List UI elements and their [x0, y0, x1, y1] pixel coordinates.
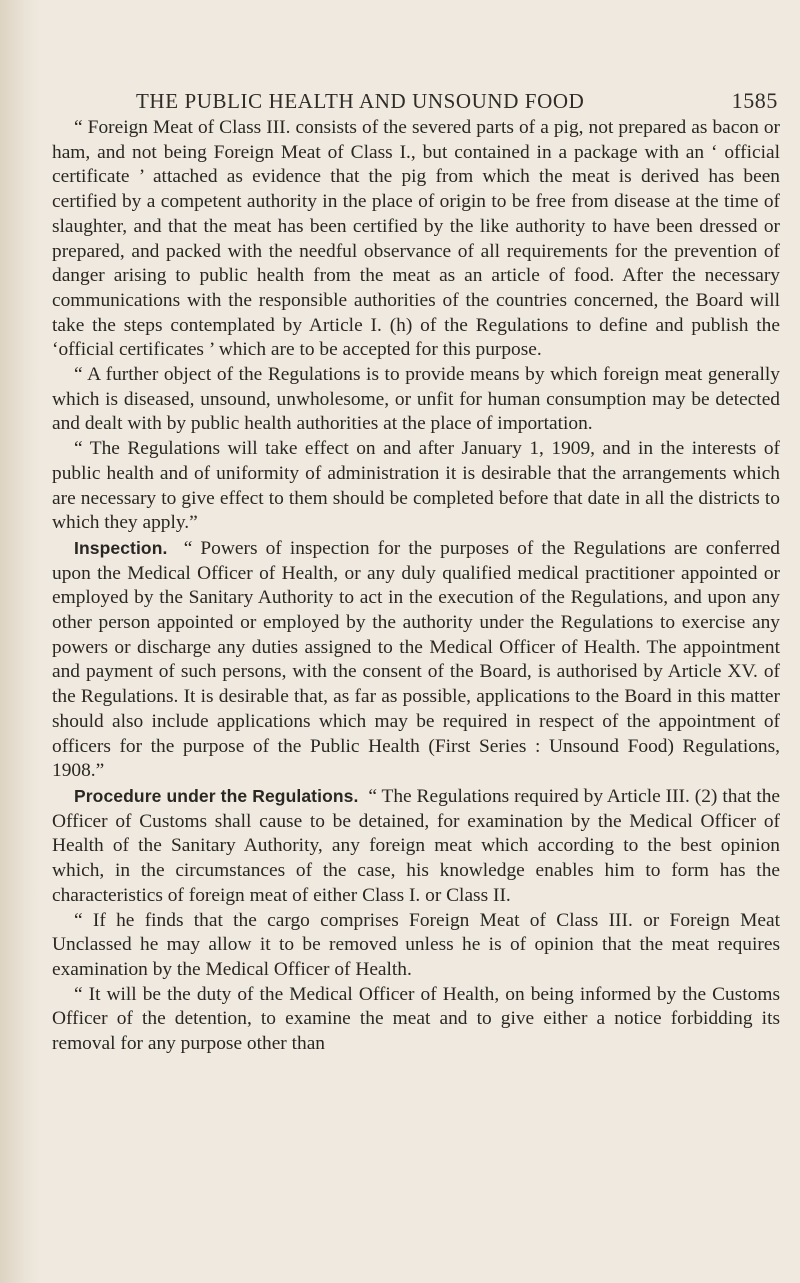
paragraph-class-iii-cargo: [52, 909, 780, 983]
paragraph-text: “ Powers of inspection for the purposes of the Regulations are conferred upon the Medical Officer of Health, or any duly qualified medical practitioner appointed or employed by the Sanitary Authority to act in the execution of the Regulations, and upon any other person appointed or employed by the authority under the Regulations to exercise any powers or discharge any duties assigned to the Medical Officer of Health. The appointment and payment of such persons, with the consent of the Board, is authorised by Article XV. of the Regulations. It is desirable that, as far as possible, applications to the Board in this matter should also include applications which may be required in respect of the appointment of officers for the purpose of the Public Health (First Series : Unsound Food) Regulations, 1908.”: [52, 537, 780, 782]
paragraph-text: “ The Regulations will take effect on and after January 1, 1909, and in the interests of public health and of uniformity of administration it is desirable that the arrangements which are necessary to give effect to them should be completed before that date in all the districts to which they apply.”: [52, 438, 780, 534]
paragraph-effective-date: [52, 437, 780, 536]
paragraph-foreign-meat-class-iii: [52, 116, 780, 363]
paragraph-further-object: [52, 363, 780, 437]
paragraph-text: “ It will be the duty of the Medical Officer of Health, on being informed by the Customs Officer of the detention, to examine the meat and to give either a notice forbidding its removal for any purpose other than: [52, 983, 780, 1055]
running-head: [52, 88, 780, 116]
paragraph-text: “ If he finds that the cargo comprises Foreign Meat of Class III. or Foreign Meat Unclassed he may allow it to be removed unless he is of opinion that the meat requires examination by the Medical Officer of Health.: [52, 909, 780, 980]
running-head-title: THE PUBLIC HEALTH AND UNSOUND FOOD: [136, 89, 585, 113]
paragraph-duty-of-medical-officer: [52, 983, 780, 1057]
page-edge-shadow: [0, 0, 40, 1283]
body-text: [52, 116, 780, 1057]
paragraph-procedure: [52, 784, 780, 909]
section-heading-inspection: Inspection.: [74, 537, 168, 558]
paragraph-text: “ A further object of the Regulations is to provide means by which foreign meat generally which is diseased, unsound, unwholesome, or unfit for human consumption may be detected and dealt with by public health authorities at the place of importation.: [52, 364, 780, 435]
book-page: [52, 88, 780, 1057]
paragraph-inspection: [52, 536, 780, 784]
section-heading-procedure: Procedure under the Regulations.: [74, 785, 359, 806]
page-number: 1585: [731, 88, 778, 113]
paragraph-text: “ Foreign Meat of Class III. consists of the severed parts of a pig, not prepared as bacon or ham, and not being Foreign Meat of Class I., but contained in a package with an ‘ official certificate ’ attached as evidence that the pig from which the meat is derived has been certified by a competent authority in the place of origin to be free from disease at the time of slaughter, and that the meat has been certified by the like authority to have been dressed or prepared, and packed with the needful observance of all requirements for the prevention of danger arising to public health from the meat as an article of food. After the necessary communications with the responsible authorities of the countries concerned, the Board will take the steps contemplated by Article I. (h) of the Regulations to define and publish the ‘official certificates ’ which are to be accepted for this purpose.: [52, 117, 780, 361]
paragraph-text: “ The Regulations required by Article III. (2) that the Officer of Customs shall cause to be detained, for examination by the Medical Officer of Health of the Sanitary Authority, any foreign meat which according to the best opinion which, in the circumstances of the case, his knowledge enables him to form has the characteristics of foreign meat of either Class I. or Class II.: [52, 785, 781, 906]
